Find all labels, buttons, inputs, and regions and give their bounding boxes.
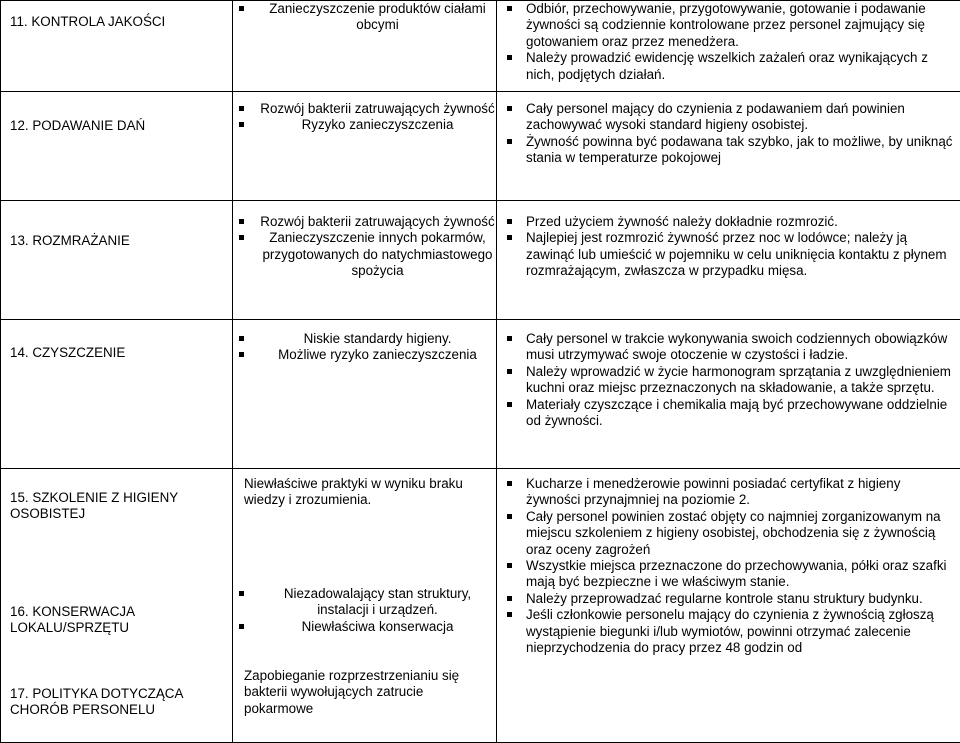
hazard-text: Zapobieganie rozprzestrzenianiu się bakterii wywołujących zatrucie pokarmowe bbox=[233, 668, 490, 717]
topic-cell bbox=[1, 1, 233, 92]
hazard-text: Niewłaściwe praktyki w wyniku braku wiedzy i zrozumienia. bbox=[233, 476, 490, 509]
table-row bbox=[1, 320, 960, 469]
list-item: Przed użyciem żywność należy dokładnie rozmrozić. bbox=[497, 214, 960, 230]
actions-cell bbox=[497, 92, 960, 201]
actions-cell bbox=[497, 469, 960, 743]
actions-cell bbox=[497, 1, 960, 92]
hazards-cell bbox=[233, 92, 497, 201]
list-item: Materiały czyszczące i chemikalia mają być przechowywane oddzielnie od żywności. bbox=[497, 397, 960, 430]
hazards-cell bbox=[233, 201, 497, 320]
topic-cell bbox=[1, 469, 233, 743]
topic-cell bbox=[1, 201, 233, 320]
list-item: Rozwój bakterii zatruwających żywność bbox=[233, 214, 496, 230]
row-topic: 12. PODAWANIE DAŃ bbox=[10, 118, 226, 134]
table-row bbox=[1, 201, 960, 320]
list-item: Cały personel mający do czynienia z podawaniem dań powinien zachowywać wysoki standard higieny osobistej. bbox=[497, 101, 960, 134]
list-item: Należy wprowadzić w życie harmonogram sprzątania z uwzględnieniem kuchni oraz miejsc przeznaczonych na składowanie, a także sprzętu. bbox=[497, 364, 960, 397]
list-item: Należy przeprowadzać regularne kontrole stanu struktury budynku. bbox=[497, 591, 960, 607]
list-item: Jeśli członkowie personelu mający do czynienia z żywnością zgłoszą wystąpienie biegunki i/lub wymiotów, powinni otrzymać zalecenie nieprzychodzenia do pracy przez 48 godzin od bbox=[497, 607, 960, 656]
hazards-cell bbox=[233, 1, 497, 92]
list-item: Kucharze i menedżerowie powinni posiadać certyfikat z higieny żywności przynajmniej na poziomie 2. bbox=[497, 476, 960, 509]
table-row bbox=[1, 92, 960, 201]
row-topic: 11. KONTROLA JAKOŚCI bbox=[10, 14, 226, 30]
list-item: Zanieczyszczenie produktów ciałami obcymi bbox=[233, 1, 496, 34]
list-item: Najlepiej jest rozmrozić żywność przez noc w lodówce; należy ją zawinąć lub umieścić w pojemniku w celu uniknięcia kontaktu z płynem rozmrażającym, zwłaszcza w przypadku mięsa. bbox=[497, 230, 960, 279]
list-item: Niewłaściwa konserwacja bbox=[233, 619, 496, 635]
hazards-cell bbox=[233, 469, 497, 743]
row-topic: 13. ROZMRAŻANIE bbox=[10, 233, 226, 249]
list-item: Cały personel powinien zostać objęty co najmniej zorganizowanym na miejscu szkoleniem z higieny osobistej, obchodzenia się z żywnością oraz oceny zagrożeń bbox=[497, 509, 960, 558]
list-item: Niezadowalający stan struktury, instalacji i urządzeń. bbox=[233, 586, 496, 619]
row-topic: 17. POLITYKA DOTYCZĄCA CHORÓB PERSONELU bbox=[10, 686, 226, 718]
table-row bbox=[1, 1, 960, 92]
list-item: Cały personel w trakcie wykonywania swoich codziennych obowiązków musi utrzymywać swoje otoczenie w czystości i ładzie. bbox=[497, 331, 960, 364]
actions-cell bbox=[497, 201, 960, 320]
row-topic: 16. KONSERWACJA LOKALU/SPRZĘTU bbox=[10, 604, 226, 636]
list-item: Odbiór, przechowywanie, przygotowywanie, gotowanie i podawanie żywności są codziennie kontrolowane przez personel zajmujący się gotowaniem oraz przez menedżera. bbox=[497, 1, 960, 50]
list-item: Należy prowadzić ewidencję wszelkich zażaleń oraz wynikających z nich, podjętych działań. bbox=[497, 50, 960, 83]
list-item: Zanieczyszczenie innych pokarmów, przygotowanych do natychmiastowego spożycia bbox=[233, 230, 496, 279]
list-item: Niskie standardy higieny. bbox=[233, 331, 496, 347]
actions-cell bbox=[497, 320, 960, 469]
topic-cell bbox=[1, 320, 233, 469]
table-row bbox=[1, 469, 960, 743]
list-item: Rozwój bakterii zatruwających żywność bbox=[233, 101, 496, 117]
row-topic: 15. SZKOLENIE Z HIGIENY OSOBISTEJ bbox=[10, 490, 226, 522]
hazards-cell bbox=[233, 320, 497, 469]
row-topic: 14. CZYSZCZENIE bbox=[10, 345, 226, 361]
list-item: Żywność powinna być podawana tak szybko, jak to możliwe, by uniknąć stania w temperaturze pokojowej bbox=[497, 134, 960, 167]
topic-cell bbox=[1, 92, 233, 201]
list-item: Możliwe ryzyko zanieczyszczenia bbox=[233, 347, 496, 363]
list-item: Ryzyko zanieczyszczenia bbox=[233, 117, 496, 133]
list-item: Wszystkie miejsca przeznaczone do przechowywania, półki oraz szafki mają być bezpieczne i we właściwym stanie. bbox=[497, 558, 960, 591]
